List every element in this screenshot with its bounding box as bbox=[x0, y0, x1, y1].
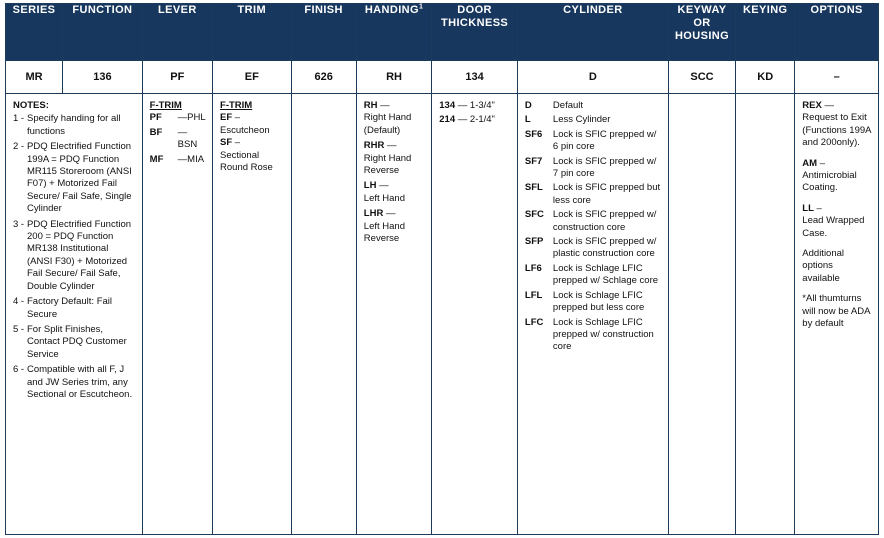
cylinder-desc: Less Cylinder bbox=[552, 114, 611, 126]
handing-option bbox=[364, 140, 425, 177]
cylinder-code: SF6 bbox=[524, 128, 543, 140]
door-thickness-option bbox=[439, 100, 511, 112]
lever-dash: — bbox=[177, 126, 188, 138]
cylinder-desc: Lock is SFIC prepped w/ 6 pin core bbox=[552, 128, 657, 153]
cylinder-code: SFC bbox=[524, 209, 544, 221]
header-options-label: OPTIONS bbox=[810, 4, 863, 16]
options-desc: Request to Exit (Functions 199A and 200only). bbox=[802, 112, 871, 149]
cylinder-option bbox=[525, 209, 662, 234]
options-dash: — bbox=[824, 100, 834, 111]
options-dash: – bbox=[816, 202, 822, 214]
handing-desc: Left Hand Reverse bbox=[363, 220, 405, 245]
options-code: LL bbox=[802, 202, 814, 214]
cylinder-desc: Lock is SFIC prepped w/ 7 pin core bbox=[552, 155, 657, 180]
cylinder-code: SF7 bbox=[524, 155, 543, 167]
handing-desc: Right Hand Reverse bbox=[363, 152, 412, 177]
lever-cell bbox=[142, 94, 212, 535]
note-item bbox=[13, 141, 136, 215]
cylinder-code: LFC bbox=[524, 316, 544, 328]
door-thickness-dash: — bbox=[457, 100, 468, 111]
options-footnote: Additional options available bbox=[802, 248, 845, 284]
trim-dash: – bbox=[234, 137, 241, 149]
cylinder-desc: Lock is SFIC prepped w/ construction core bbox=[552, 209, 657, 233]
lever-dash: — bbox=[177, 112, 188, 124]
note-item bbox=[13, 324, 136, 361]
trim-option bbox=[220, 137, 285, 174]
cylinder-option bbox=[525, 317, 662, 354]
cylinder-option bbox=[525, 263, 662, 288]
code-handing bbox=[356, 61, 431, 94]
lever-code: PF bbox=[149, 112, 162, 124]
table-header-row bbox=[6, 4, 879, 61]
cylinder-desc: Lock is SFIC prepped w/ plastic construction core bbox=[552, 236, 657, 260]
code-cylinder bbox=[517, 61, 668, 94]
cylinder-code: SFL bbox=[524, 182, 543, 194]
keying-cell bbox=[736, 94, 795, 535]
header-keying-label: KEYING bbox=[742, 4, 788, 16]
cylinder-desc: Lock is Schlage LFIC prepped w/ construction core bbox=[552, 316, 654, 353]
trim-option bbox=[220, 112, 285, 137]
handing-dash: — bbox=[379, 180, 389, 192]
code-function bbox=[63, 61, 143, 94]
trim-heading: F-TRIM bbox=[220, 100, 253, 111]
lever-desc bbox=[178, 112, 206, 124]
cylinder-option bbox=[525, 129, 662, 154]
code-lever bbox=[142, 61, 212, 94]
note-item bbox=[13, 113, 136, 138]
cylinder-code: LFL bbox=[524, 289, 543, 301]
note-number: 5 - bbox=[13, 323, 25, 335]
notes-list bbox=[13, 113, 136, 401]
header-options bbox=[795, 4, 879, 61]
code-door-thickness-value: 134 bbox=[465, 71, 484, 83]
trim-code: EF bbox=[220, 112, 233, 124]
handing-code: LHR bbox=[363, 208, 384, 220]
cylinder-code: L bbox=[524, 114, 531, 126]
options-code: REX bbox=[802, 100, 822, 111]
door-thickness-option bbox=[439, 114, 511, 126]
cylinder-code: D bbox=[524, 100, 532, 111]
code-finish bbox=[291, 61, 356, 94]
note-number: 6 - bbox=[13, 364, 25, 376]
note-number: 1 - bbox=[13, 113, 25, 125]
cylinder-code: SFP bbox=[524, 236, 544, 248]
cylinder-code: LF6 bbox=[524, 262, 542, 274]
code-row bbox=[6, 61, 879, 94]
door-thickness-dash: — bbox=[457, 114, 468, 126]
lever-desc-text: PHL bbox=[187, 112, 206, 124]
header-finish-label: FINISH bbox=[304, 4, 343, 16]
code-keyway bbox=[668, 61, 735, 94]
cylinder-desc: Lock is Schlage LFIC prepped but less core bbox=[552, 289, 645, 314]
code-options bbox=[795, 61, 879, 94]
code-keying bbox=[736, 61, 795, 94]
code-handing-value: RH bbox=[386, 71, 402, 83]
lever-option bbox=[150, 154, 206, 166]
note-number: 2 - bbox=[13, 141, 25, 153]
trim-cell bbox=[213, 94, 292, 535]
note-number: 3 - bbox=[13, 218, 25, 230]
finish-cell bbox=[291, 94, 356, 535]
trim-dash: – bbox=[234, 112, 241, 124]
code-options-value: – bbox=[833, 71, 840, 83]
door-thickness-cell bbox=[432, 94, 518, 535]
header-door-thickness-label: DOOR THICKNESS bbox=[441, 4, 509, 29]
door-thickness-desc: 2-1/4" bbox=[469, 114, 495, 126]
notes-title: NOTES: bbox=[13, 100, 49, 111]
detail-row bbox=[6, 94, 879, 535]
note-item bbox=[13, 219, 136, 293]
cylinder-option bbox=[525, 182, 662, 207]
note-item bbox=[13, 296, 136, 321]
header-lever-label: LEVER bbox=[157, 4, 197, 16]
header-function bbox=[63, 4, 143, 61]
options-option bbox=[802, 203, 872, 240]
header-series bbox=[6, 4, 63, 61]
note-text: Specify handing for all functions bbox=[27, 113, 121, 137]
handing-dash: — bbox=[387, 140, 397, 152]
code-series bbox=[6, 61, 63, 94]
header-series-label: SERIES bbox=[12, 4, 56, 16]
trim-desc: Sectional Round Rose bbox=[220, 149, 273, 174]
door-thickness-code: 214 bbox=[439, 114, 456, 126]
header-trim-label: TRIM bbox=[237, 4, 267, 16]
handing-desc: Left Hand bbox=[363, 192, 405, 204]
options-footnote: *All thumturns will now be ADA by default bbox=[802, 293, 870, 330]
handing-code: RHR bbox=[363, 140, 385, 152]
header-cylinder-label: CYLINDER bbox=[563, 4, 623, 16]
code-lever-value: PF bbox=[170, 71, 185, 83]
options-code: AM bbox=[802, 157, 818, 169]
lever-desc-text: MIA bbox=[187, 153, 205, 165]
lever-heading: F-TRIM bbox=[149, 100, 182, 111]
handing-dash: — bbox=[385, 208, 396, 220]
handing-cell bbox=[356, 94, 431, 535]
code-cylinder-value: D bbox=[588, 71, 597, 83]
lever-code: MF bbox=[149, 153, 164, 165]
code-function-value: 136 bbox=[93, 71, 112, 83]
code-series-value: MR bbox=[25, 71, 43, 83]
options-option bbox=[802, 100, 872, 150]
header-handing-label: HANDING bbox=[364, 4, 419, 16]
handing-option bbox=[364, 180, 425, 205]
note-text: PDQ Electrified Function 200 = PDQ Function MR138 Institutional (ANSI F30) + Motorized Fail Secure/ Fail Safe, Double Cylinder bbox=[27, 218, 132, 292]
keyway-cell bbox=[668, 94, 735, 535]
header-keying bbox=[736, 4, 795, 61]
options-dash: – bbox=[819, 157, 826, 169]
code-keyway-value: SCC bbox=[690, 71, 714, 83]
code-trim-value: EF bbox=[244, 71, 259, 83]
note-text: Compatible with all F, J and JW Series trim, any Sectional or Escutcheon. bbox=[27, 364, 133, 400]
lever-desc bbox=[178, 127, 206, 152]
cylinder-option bbox=[525, 114, 662, 126]
code-door-thickness bbox=[432, 61, 518, 94]
code-finish-value: 626 bbox=[314, 71, 333, 83]
handing-code: RH bbox=[363, 100, 378, 111]
cylinder-desc: Lock is SFIC prepped but less core bbox=[552, 182, 661, 206]
header-handing bbox=[356, 4, 431, 61]
header-finish bbox=[291, 4, 356, 61]
options-option bbox=[802, 158, 872, 195]
configuration-table bbox=[5, 3, 879, 535]
cylinder-cell bbox=[517, 94, 668, 535]
header-keyway-or-housing bbox=[668, 4, 735, 61]
header-trim bbox=[213, 4, 292, 61]
lever-option bbox=[150, 112, 206, 124]
door-thickness-code: 134 bbox=[439, 100, 456, 111]
handing-desc: Right Hand (Default) bbox=[363, 112, 412, 136]
note-text: Factory Default: Fail Secure bbox=[27, 296, 112, 320]
code-keying-value: KD bbox=[757, 71, 774, 83]
note-number: 4 - bbox=[13, 296, 25, 308]
cylinder-option bbox=[525, 236, 662, 261]
notes-cell bbox=[6, 94, 143, 535]
cylinder-option bbox=[525, 290, 662, 315]
note-item bbox=[13, 364, 136, 401]
cylinder-desc: Lock is Schlage LFIC prepped w/ Schlage core bbox=[552, 262, 659, 287]
handing-dash: — bbox=[380, 100, 390, 111]
lever-option bbox=[150, 127, 206, 152]
note-text: For Split Finishes, Contact PDQ Customer Service bbox=[27, 323, 127, 360]
header-door-thickness bbox=[432, 4, 518, 61]
lever-code: BF bbox=[149, 126, 163, 138]
cylinder-option bbox=[525, 156, 662, 181]
header-lever bbox=[142, 4, 212, 61]
lever-dash: — bbox=[177, 153, 188, 165]
code-trim bbox=[213, 61, 292, 94]
note-text: PDQ Electrified Function 199A = PDQ Function MR115 Storeroom (ANSI F07) + Motorized Fail Secure/ Fail Safe, Single Cylinder bbox=[27, 141, 132, 215]
options-cell bbox=[795, 94, 879, 535]
door-thickness-desc: 1-3/4" bbox=[469, 100, 495, 111]
trim-desc: Escutcheon bbox=[220, 124, 270, 136]
header-function-label: FUNCTION bbox=[72, 4, 133, 16]
lever-desc bbox=[178, 154, 206, 166]
lever-desc-text: BSN bbox=[177, 139, 198, 151]
header-handing-footnote-marker: 1 bbox=[418, 3, 424, 11]
header-cylinder bbox=[517, 4, 668, 61]
handing-option bbox=[364, 208, 425, 245]
cylinder-option bbox=[525, 100, 662, 112]
trim-code: SF bbox=[220, 137, 233, 149]
handing-code: LH bbox=[363, 180, 377, 192]
cylinder-desc: Default bbox=[552, 100, 584, 111]
handing-option bbox=[364, 100, 425, 137]
header-keyway-label: KEYWAY OR HOUSING bbox=[674, 4, 730, 42]
options-desc: Antimicrobial Coating. bbox=[802, 170, 857, 194]
options-desc: Lead Wrapped Case. bbox=[802, 215, 865, 239]
